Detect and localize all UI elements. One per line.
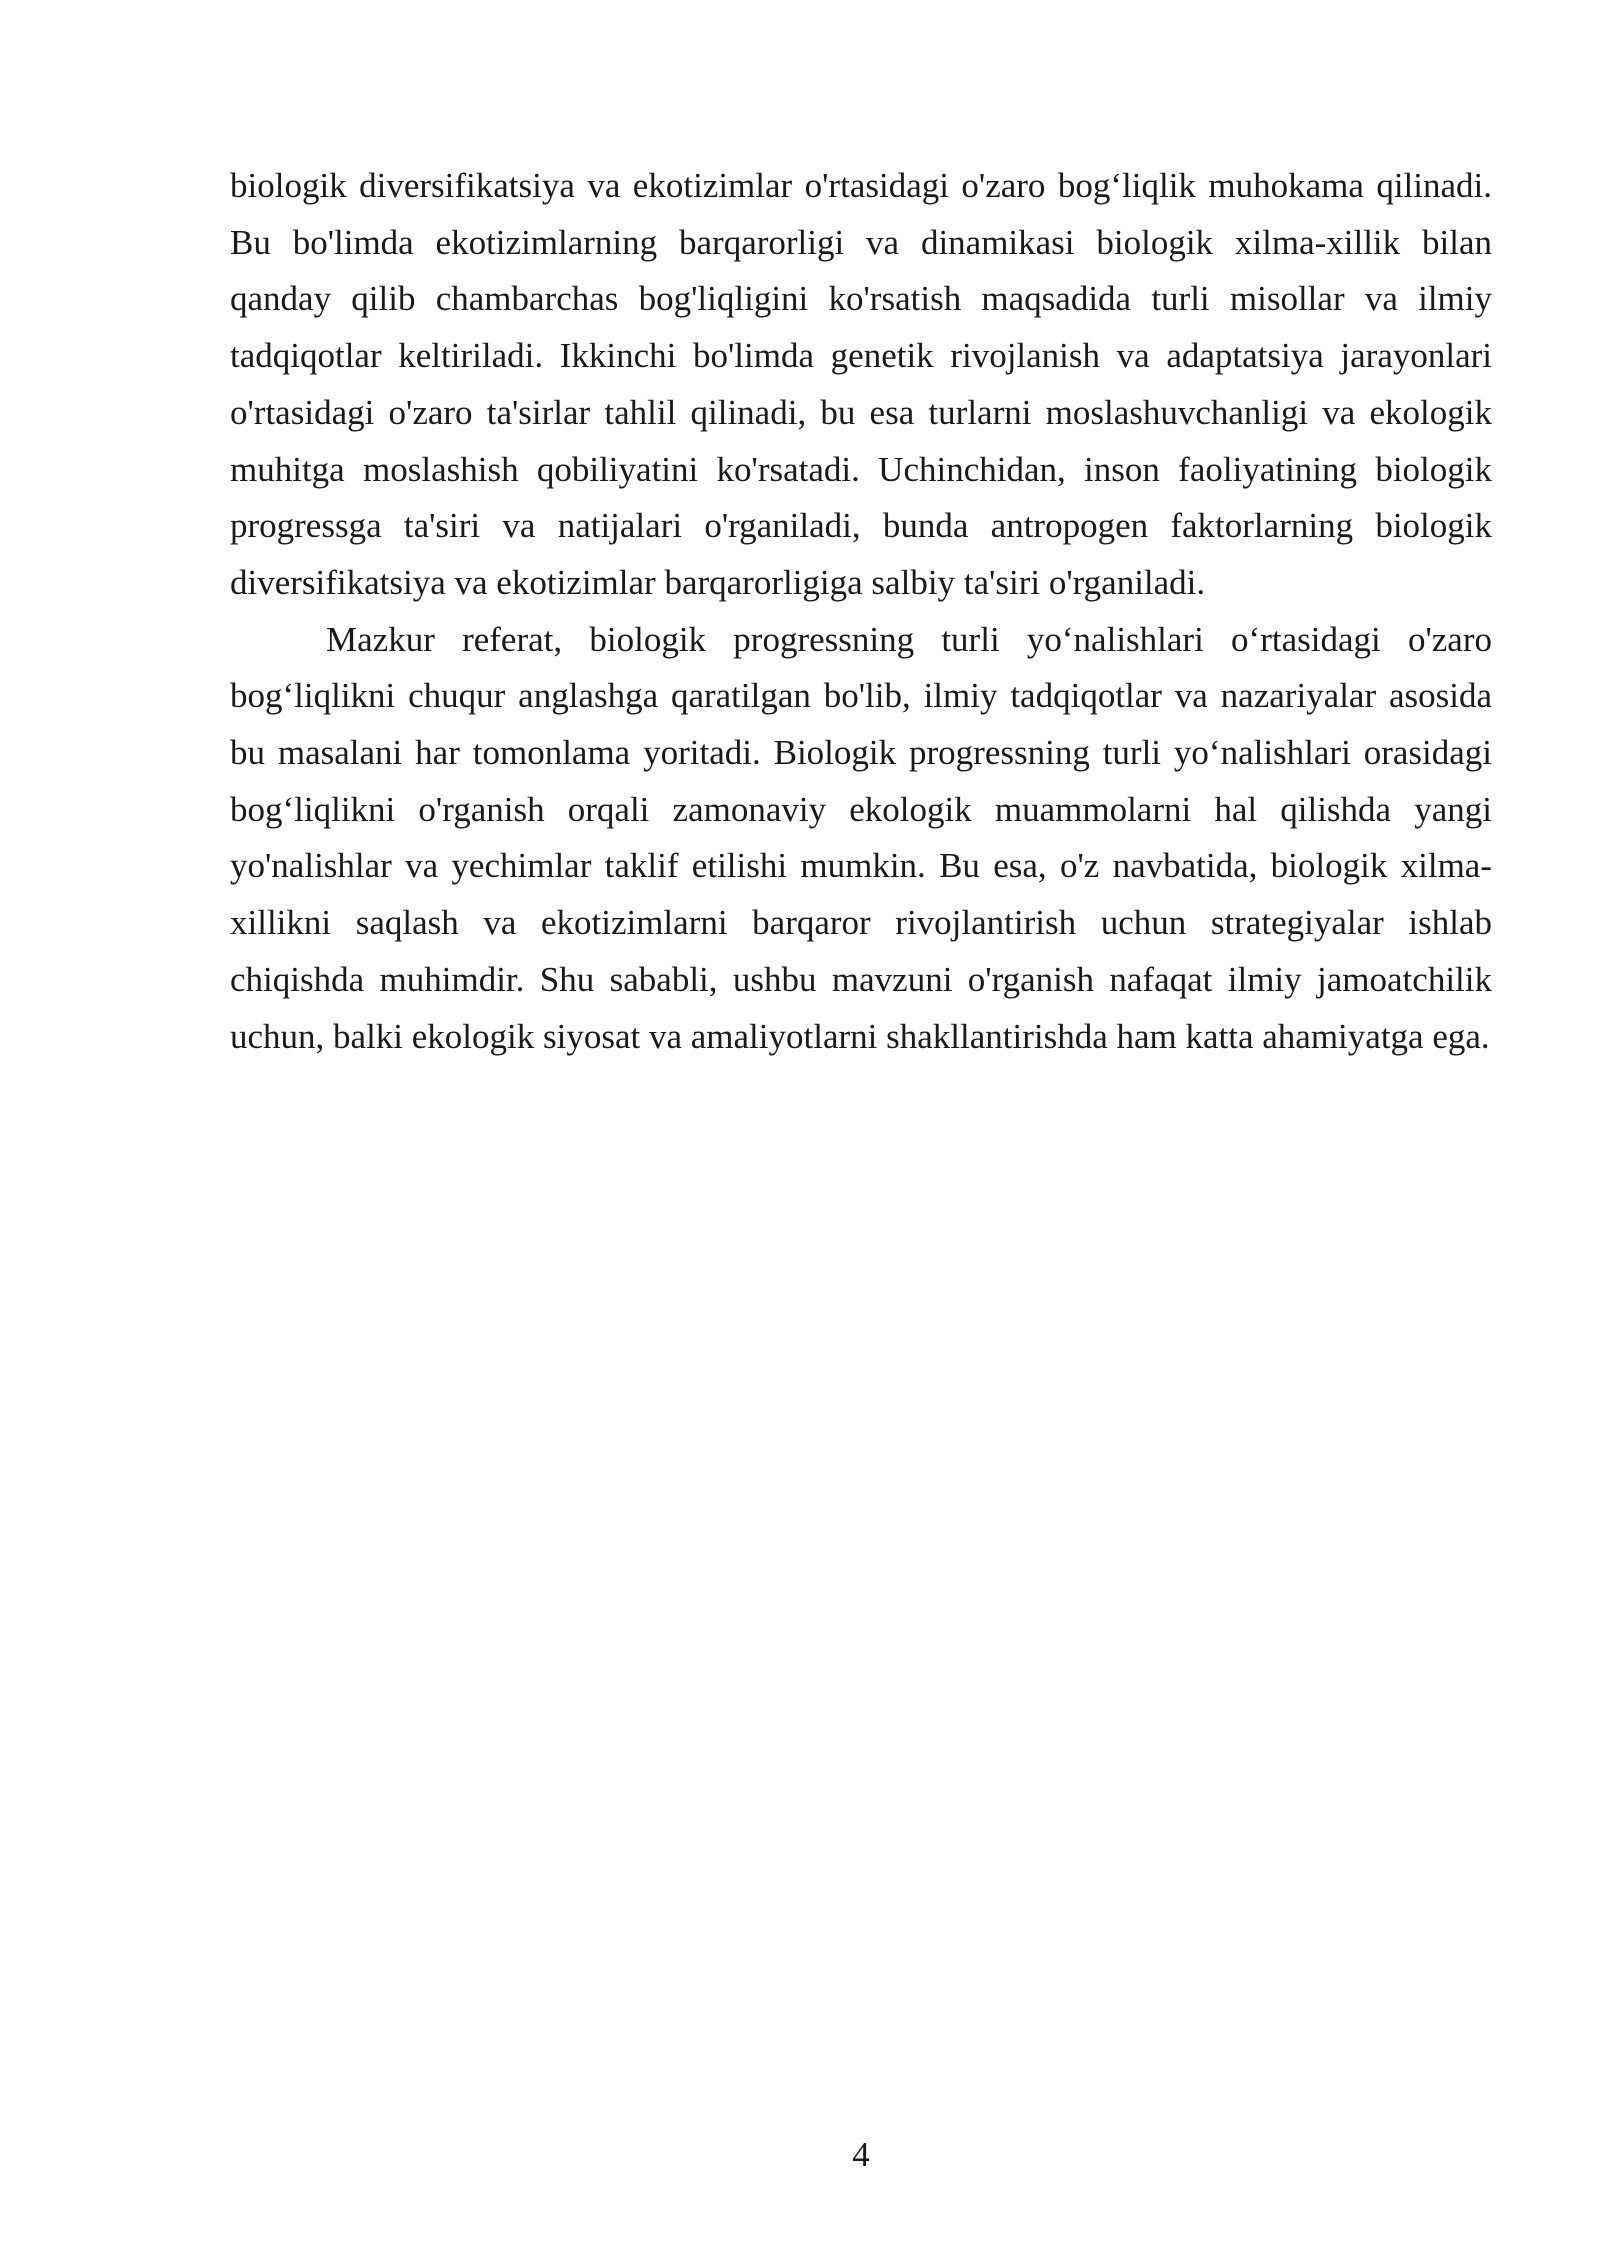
paragraph-continuation: biologik diversifikatsiya va ekotizimlar o'rtasidagi o'zaro bog‘liqlik muhokama qilinadi. Bu bo'limda ekotizimlarning barqarorligi va dinamikasi biologik xilma-xillik bilan qanday qilib chambarchas bog'liqligini ko'rsatish maqsadida turli misollar va ilmiy tadqiqotlar keltiriladi. Ikkinchi bo'limda genetik rivojlanish va adaptatsiya jarayonlari o'rtasidagi o'zaro ta'sirlar tahlil qilinadi, bu esa turlarni moslashuvchanligi va ekologik muhitga moslashish qobiliyatini ko'rsatadi. Uchinchidan, inson faoliyatining biologik progressga ta'siri va natijalari o'rganiladi, bunda antropogen faktorlarning biologik diversifikatsiya va ekotizimlar barqarorligiga salbiy ta'siri o'rganiladi. xyxy=(230,166,1492,602)
page-number: 4 xyxy=(852,2135,870,2174)
paragraph-mazkur-referat: Mazkur referat, biologik progressning turli yo‘nalishlari o‘rtasidagi o'zaro bog‘liqlikni chuqur anglashga qaratilgan bo'lib, ilmiy tadqiqotlar va nazariyalar asosida bu masalani har tomonlama yoritadi. Biologik progressning turli yo‘nalishlari orasidagi bog‘liqlikni o'rganish orqali zamonaviy ekologik muammolarni hal qilishda yangi yo'nalishlar va yechimlar taklif etilishi mumkin. Bu esa, o'z navbatida, biologik xilma-xillikni saqlash va ekotizimlarni barqaror rivojlantirish uchun strategiyalar ishlab chiqishda muhimdir. Shu sababli, ushbu mavzuni o'rganish nafaqat ilmiy jamoatchilik uchun, balki ekologik siyosat va amaliyotlarni shakllantirishda ham katta ahamiyatga ega. xyxy=(230,619,1492,1056)
body-text xyxy=(230,158,1492,1065)
